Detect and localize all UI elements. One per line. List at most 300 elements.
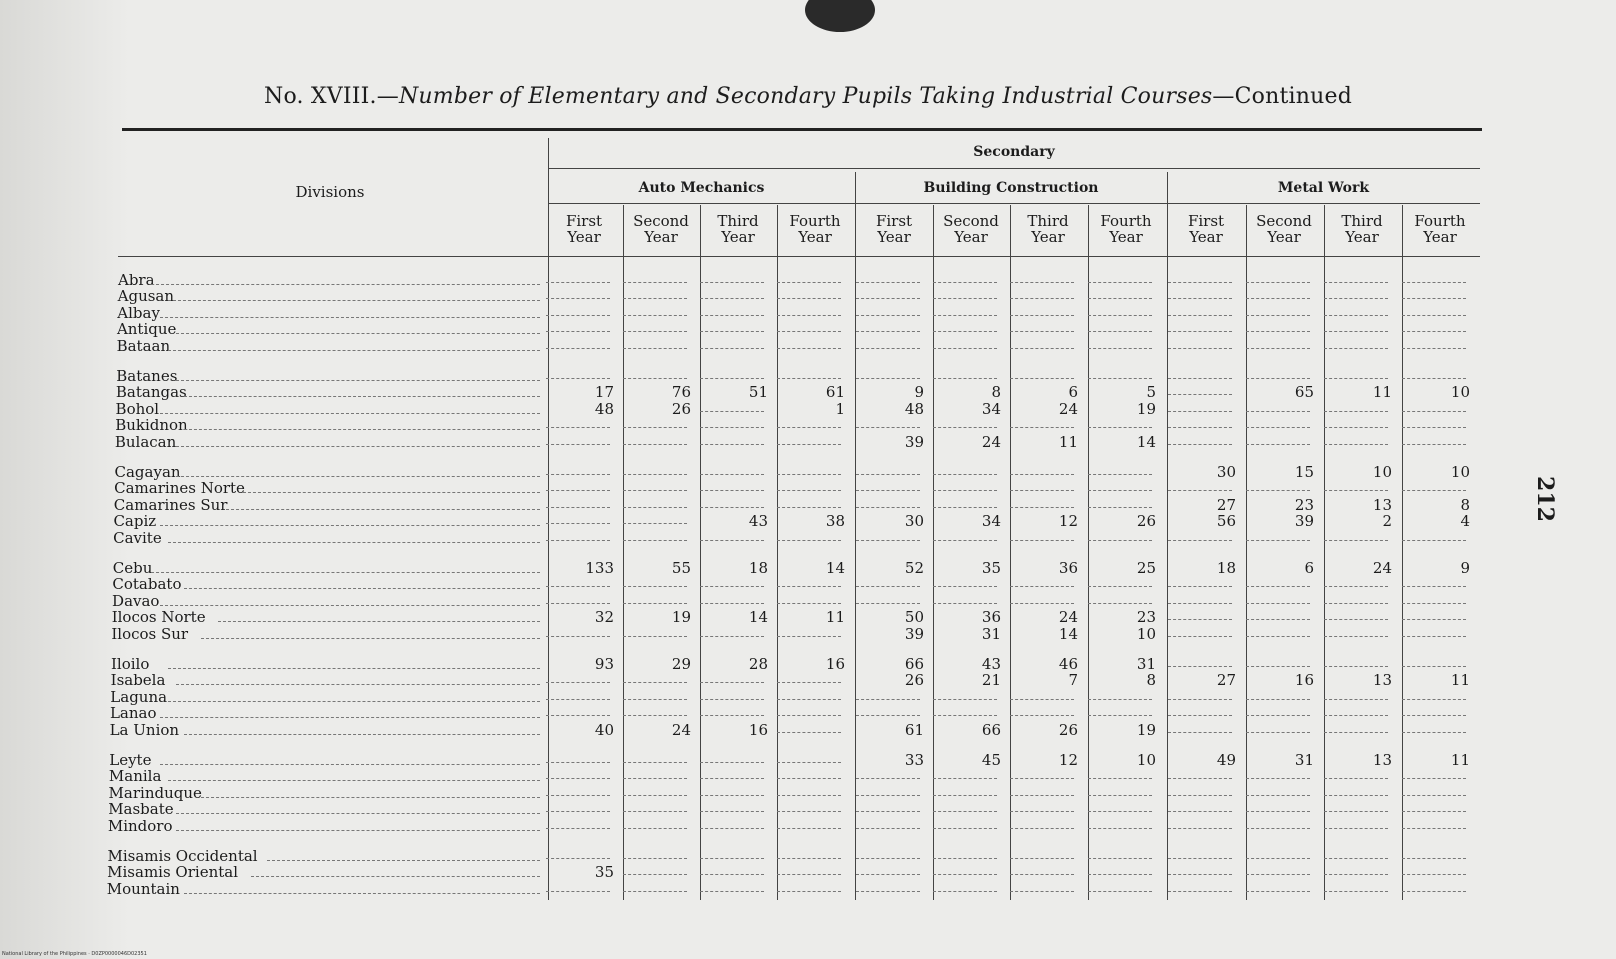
empty-cell	[1324, 891, 1388, 892]
cell-value: 24	[1372, 559, 1392, 577]
title-prefix: No. XVIII.—	[264, 84, 399, 109]
empty-cell	[856, 603, 920, 604]
empty-cell	[623, 331, 687, 332]
empty-cell	[1246, 715, 1310, 716]
cell-value: 66	[904, 655, 924, 673]
empty-cell	[777, 811, 841, 812]
cell-value: 27	[1216, 495, 1236, 514]
empty-cell	[700, 282, 764, 283]
cell-value: 14	[748, 608, 768, 627]
cell-value: 61	[825, 383, 845, 402]
empty-cell	[1168, 828, 1232, 829]
year-header: Third Year	[1027, 212, 1069, 246]
empty-cell	[700, 586, 764, 587]
empty-cell	[933, 778, 997, 779]
empty-cell	[546, 636, 610, 637]
division-name: Davao	[112, 591, 160, 610]
cell-value: 35	[981, 559, 1001, 577]
empty-cell	[546, 378, 610, 379]
cell-value: 11	[1450, 671, 1470, 690]
division-name: Batangas	[115, 383, 187, 402]
leader-dots	[176, 813, 540, 814]
empty-cell	[623, 474, 687, 475]
empty-cell	[777, 636, 841, 637]
division-name: Camarines Norte	[114, 479, 245, 498]
empty-cell	[856, 828, 920, 829]
empty-cell	[546, 778, 610, 779]
empty-cell	[1088, 315, 1152, 316]
cell-value: 7	[1068, 671, 1078, 690]
empty-cell	[623, 282, 687, 283]
empty-cell	[1168, 378, 1232, 379]
empty-cell	[777, 474, 841, 475]
empty-cell	[1246, 874, 1310, 875]
empty-cell	[700, 411, 764, 412]
cell-value: 24	[981, 432, 1001, 451]
empty-cell	[1402, 715, 1466, 716]
division-name: Albay	[117, 303, 160, 322]
cell-value: 50	[904, 608, 924, 627]
leader-dots	[176, 684, 540, 685]
cell-value: 34	[981, 512, 1001, 531]
empty-cell	[700, 636, 764, 637]
cell-value: 30	[904, 512, 924, 531]
leader-dots	[218, 621, 540, 622]
leader-dots	[151, 572, 540, 573]
cell-value: 6	[1304, 559, 1314, 577]
empty-cell	[1246, 331, 1310, 332]
cell-value: 10	[1136, 751, 1156, 769]
empty-cell	[777, 795, 841, 796]
empty-cell	[777, 540, 841, 541]
empty-cell	[623, 699, 687, 700]
empty-cell	[1168, 298, 1232, 299]
secondary-rule	[548, 168, 1480, 169]
empty-cell	[1168, 427, 1232, 428]
cell-value: 16	[748, 720, 768, 739]
empty-cell	[1168, 315, 1232, 316]
empty-cell	[856, 474, 920, 475]
empty-cell	[1010, 378, 1074, 379]
cell-value: 133	[585, 559, 614, 577]
division-name: Ilocos Norte	[111, 608, 206, 627]
empty-cell	[1010, 427, 1074, 428]
empty-cell	[777, 444, 841, 445]
empty-cell	[1010, 474, 1074, 475]
cell-value: 39	[1294, 512, 1314, 531]
cell-value: 45	[981, 751, 1001, 769]
empty-cell	[933, 828, 997, 829]
division-name: Misamis Occidental	[107, 847, 258, 865]
empty-cell	[623, 444, 687, 445]
empty-cell	[1402, 811, 1466, 812]
empty-cell	[1324, 858, 1388, 859]
title-suffix: —Continued	[1212, 84, 1352, 109]
empty-cell	[856, 715, 920, 716]
empty-cell	[1088, 490, 1152, 491]
empty-cell	[1246, 891, 1310, 892]
division-name: Masbate	[108, 800, 174, 819]
empty-cell	[1324, 619, 1388, 620]
empty-cell	[777, 828, 841, 829]
empty-cell	[1168, 795, 1232, 796]
cell-value: 31	[1294, 751, 1314, 769]
empty-cell	[1402, 699, 1466, 700]
empty-cell	[546, 348, 610, 349]
cell-value: 55	[671, 559, 691, 577]
empty-cell	[700, 444, 764, 445]
cell-value: 33	[904, 751, 924, 769]
empty-cell	[1324, 315, 1388, 316]
division-name: Iloilo	[111, 655, 150, 673]
empty-cell	[1088, 811, 1152, 812]
empty-cell	[1168, 778, 1232, 779]
empty-cell	[1246, 540, 1310, 541]
cell-value: 29	[671, 655, 691, 673]
cell-value: 26	[904, 671, 924, 690]
empty-cell	[1324, 666, 1388, 667]
empty-cell	[1324, 715, 1388, 716]
leader-dots	[176, 830, 540, 831]
division-name: Manila	[108, 767, 162, 786]
empty-cell	[546, 523, 610, 524]
empty-cell	[546, 507, 610, 508]
cell-value: 9	[914, 383, 924, 402]
leader-dots	[176, 446, 540, 447]
empty-cell	[1010, 298, 1074, 299]
empty-cell	[623, 490, 687, 491]
empty-cell	[1010, 331, 1074, 332]
cell-value: 26	[1058, 720, 1078, 739]
empty-cell	[1010, 715, 1074, 716]
empty-cell	[1246, 858, 1310, 859]
empty-cell	[856, 331, 920, 332]
empty-cell	[777, 427, 841, 428]
empty-cell	[1402, 331, 1466, 332]
cell-value: 11	[1058, 432, 1078, 451]
empty-cell	[856, 699, 920, 700]
empty-cell	[623, 540, 687, 541]
empty-cell	[700, 858, 764, 859]
empty-cell	[1324, 298, 1388, 299]
year-header: Third Year	[1341, 212, 1383, 246]
empty-cell	[1324, 603, 1388, 604]
empty-cell	[623, 586, 687, 587]
empty-cell	[933, 699, 997, 700]
table-title	[0, 84, 1616, 109]
cell-value: 11	[1372, 383, 1392, 402]
empty-cell	[1246, 666, 1310, 667]
empty-cell	[700, 682, 764, 683]
cell-value: 10	[1450, 383, 1470, 402]
empty-cell	[933, 891, 997, 892]
empty-cell	[623, 891, 687, 892]
cell-value: 11	[1450, 751, 1470, 769]
empty-cell	[1246, 778, 1310, 779]
empty-cell	[777, 732, 841, 733]
leader-dots	[201, 638, 540, 639]
division-name: Lanao	[109, 704, 157, 723]
cell-value: 13	[1372, 751, 1392, 769]
empty-cell	[1402, 619, 1466, 620]
cell-value: 19	[1136, 399, 1156, 418]
empty-cell	[1168, 348, 1232, 349]
empty-cell	[777, 699, 841, 700]
empty-cell	[1324, 732, 1388, 733]
leader-dots	[201, 797, 540, 798]
empty-cell	[1324, 636, 1388, 637]
cell-value: 16	[825, 655, 845, 673]
leader-dots	[243, 492, 541, 493]
empty-cell	[856, 891, 920, 892]
cell-value: 93	[594, 655, 614, 673]
empty-cell	[856, 811, 920, 812]
cell-value: 17	[594, 383, 614, 402]
cell-value: 65	[1294, 383, 1314, 402]
empty-cell	[1088, 378, 1152, 379]
empty-cell	[700, 298, 764, 299]
division-name: Cebu	[112, 559, 153, 577]
empty-cell	[933, 427, 997, 428]
cell-value: 13	[1372, 671, 1392, 690]
cell-value: 14	[825, 559, 845, 577]
cell-value: 66	[981, 720, 1001, 739]
year-header: Second Year	[943, 212, 999, 246]
leader-dots	[176, 333, 540, 334]
empty-cell	[777, 682, 841, 683]
empty-cell	[1168, 586, 1232, 587]
cell-value: 6	[1068, 383, 1078, 402]
empty-cell	[933, 315, 997, 316]
cell-value: 12	[1058, 751, 1078, 769]
empty-cell	[933, 811, 997, 812]
empty-cell	[1088, 298, 1152, 299]
empty-cell	[777, 331, 841, 332]
empty-cell	[1088, 474, 1152, 475]
empty-cell	[623, 523, 687, 524]
empty-cell	[1168, 732, 1232, 733]
empty-cell	[856, 348, 920, 349]
empty-cell	[1168, 282, 1232, 283]
empty-cell	[546, 540, 610, 541]
division-name: Isabela	[110, 671, 166, 690]
cell-value: 43	[981, 655, 1001, 673]
empty-cell	[1246, 427, 1310, 428]
empty-cell	[1168, 666, 1232, 667]
empty-cell	[777, 298, 841, 299]
cell-value: 51	[748, 383, 768, 402]
division-name: Misamis Oriental	[107, 863, 238, 882]
empty-cell	[546, 444, 610, 445]
empty-cell	[1246, 282, 1310, 283]
empty-cell	[1088, 795, 1152, 796]
cell-value: 39	[904, 624, 924, 643]
empty-cell	[546, 682, 610, 683]
empty-cell	[1402, 540, 1466, 541]
empty-cell	[1088, 540, 1152, 541]
cell-value: 31	[981, 624, 1001, 643]
division-name: Agusan	[117, 287, 175, 306]
empty-cell	[623, 427, 687, 428]
cell-value: 26	[1136, 512, 1156, 531]
empty-cell	[1324, 699, 1388, 700]
empty-cell	[623, 507, 687, 508]
empty-cell	[623, 378, 687, 379]
division-name: Cagayan	[114, 463, 181, 481]
cell-value: 14	[1058, 624, 1078, 643]
cell-value: 16	[1294, 671, 1314, 690]
group-header: Metal Work	[1277, 180, 1370, 196]
division-name: Bukidnon	[115, 416, 188, 435]
empty-cell	[933, 298, 997, 299]
empty-cell	[1088, 858, 1152, 859]
title-rule	[122, 128, 1482, 131]
cell-value: 24	[1058, 608, 1078, 627]
empty-cell	[1324, 444, 1388, 445]
empty-cell	[933, 490, 997, 491]
cell-value: 21	[981, 671, 1001, 690]
empty-cell	[777, 778, 841, 779]
cell-value: 2	[1382, 512, 1392, 531]
empty-cell	[1324, 427, 1388, 428]
cell-value: 10	[1136, 624, 1156, 643]
leader-dots	[226, 509, 540, 510]
empty-cell	[1402, 891, 1466, 892]
empty-cell	[1246, 298, 1310, 299]
cell-value: 18	[748, 559, 768, 577]
leader-dots	[168, 542, 540, 543]
division-name: Leyte	[109, 751, 152, 769]
year-header: Second Year	[1256, 212, 1312, 246]
cell-value: 8	[1460, 495, 1470, 514]
cell-value: 25	[1136, 559, 1156, 577]
leader-dots	[168, 350, 540, 351]
empty-cell	[1168, 636, 1232, 637]
empty-cell	[1402, 490, 1466, 491]
empty-cell	[546, 586, 610, 587]
division-name: Antique	[116, 320, 177, 339]
leader-dots	[160, 764, 541, 765]
empty-cell	[1402, 858, 1466, 859]
cell-value: 30	[1216, 463, 1236, 481]
empty-cell	[700, 715, 764, 716]
empty-cell	[623, 682, 687, 683]
empty-cell	[623, 298, 687, 299]
empty-cell	[856, 778, 920, 779]
empty-cell	[546, 828, 610, 829]
empty-cell	[546, 603, 610, 604]
empty-cell	[1088, 427, 1152, 428]
empty-cell	[623, 315, 687, 316]
year-header: Fourth Year	[1414, 212, 1466, 246]
empty-cell	[623, 715, 687, 716]
empty-cell	[856, 874, 920, 875]
empty-cell	[1402, 444, 1466, 445]
empty-cell	[1010, 603, 1074, 604]
empty-cell	[856, 586, 920, 587]
group-rule	[548, 203, 1480, 204]
empty-cell	[1010, 282, 1074, 283]
empty-cell	[623, 348, 687, 349]
secondary-header: Secondary	[973, 144, 1055, 160]
empty-cell	[777, 874, 841, 875]
leader-dots	[168, 668, 540, 669]
leader-dots	[176, 476, 540, 477]
cell-value: 36	[981, 608, 1001, 627]
empty-cell	[933, 540, 997, 541]
cell-value: 34	[981, 399, 1001, 418]
cell-value: 19	[1136, 720, 1156, 739]
empty-cell	[546, 427, 610, 428]
leader-dots	[184, 429, 540, 430]
cell-value: 4	[1460, 512, 1470, 531]
empty-cell	[700, 699, 764, 700]
empty-cell	[856, 858, 920, 859]
empty-cell	[623, 762, 687, 763]
empty-cell	[1324, 378, 1388, 379]
cell-value: 12	[1058, 512, 1078, 531]
empty-cell	[623, 603, 687, 604]
empty-cell	[700, 811, 764, 812]
cell-value: 43	[748, 512, 768, 531]
leader-dots	[160, 717, 541, 718]
division-name: La Union	[109, 720, 180, 739]
empty-cell	[1246, 348, 1310, 349]
leader-dots	[184, 893, 540, 894]
cell-value: 46	[1058, 655, 1078, 673]
empty-cell	[1168, 490, 1232, 491]
empty-cell	[777, 490, 841, 491]
division-name: Mountain	[106, 879, 180, 898]
empty-cell	[1010, 811, 1074, 812]
empty-cell	[777, 315, 841, 316]
division-name: Camarines Sur	[113, 495, 228, 514]
leader-dots	[160, 525, 541, 526]
empty-cell	[623, 858, 687, 859]
empty-cell	[546, 331, 610, 332]
empty-cell	[933, 715, 997, 716]
empty-cell	[546, 715, 610, 716]
empty-cell	[1168, 891, 1232, 892]
empty-cell	[546, 811, 610, 812]
cell-value: 11	[825, 608, 845, 627]
cell-value: 23	[1294, 495, 1314, 514]
division-name: Batanes	[116, 367, 178, 385]
empty-cell	[623, 795, 687, 796]
division-name: Ilocos Sur	[111, 624, 189, 643]
leader-dots	[160, 413, 541, 414]
empty-cell	[1168, 715, 1232, 716]
empty-cell	[700, 427, 764, 428]
cell-value: 32	[594, 608, 614, 627]
empty-cell	[856, 427, 920, 428]
empty-cell	[1010, 858, 1074, 859]
empty-cell	[777, 378, 841, 379]
empty-cell	[700, 315, 764, 316]
empty-cell	[1168, 394, 1232, 395]
empty-cell	[1010, 348, 1074, 349]
year-header: First Year	[1187, 212, 1225, 246]
empty-cell	[1010, 540, 1074, 541]
cell-value: 61	[904, 720, 924, 739]
empty-cell	[1324, 795, 1388, 796]
leader-dots	[184, 396, 540, 397]
empty-cell	[777, 715, 841, 716]
empty-cell	[1324, 540, 1388, 541]
empty-cell	[700, 891, 764, 892]
empty-cell	[933, 474, 997, 475]
cell-value: 9	[1460, 559, 1470, 577]
